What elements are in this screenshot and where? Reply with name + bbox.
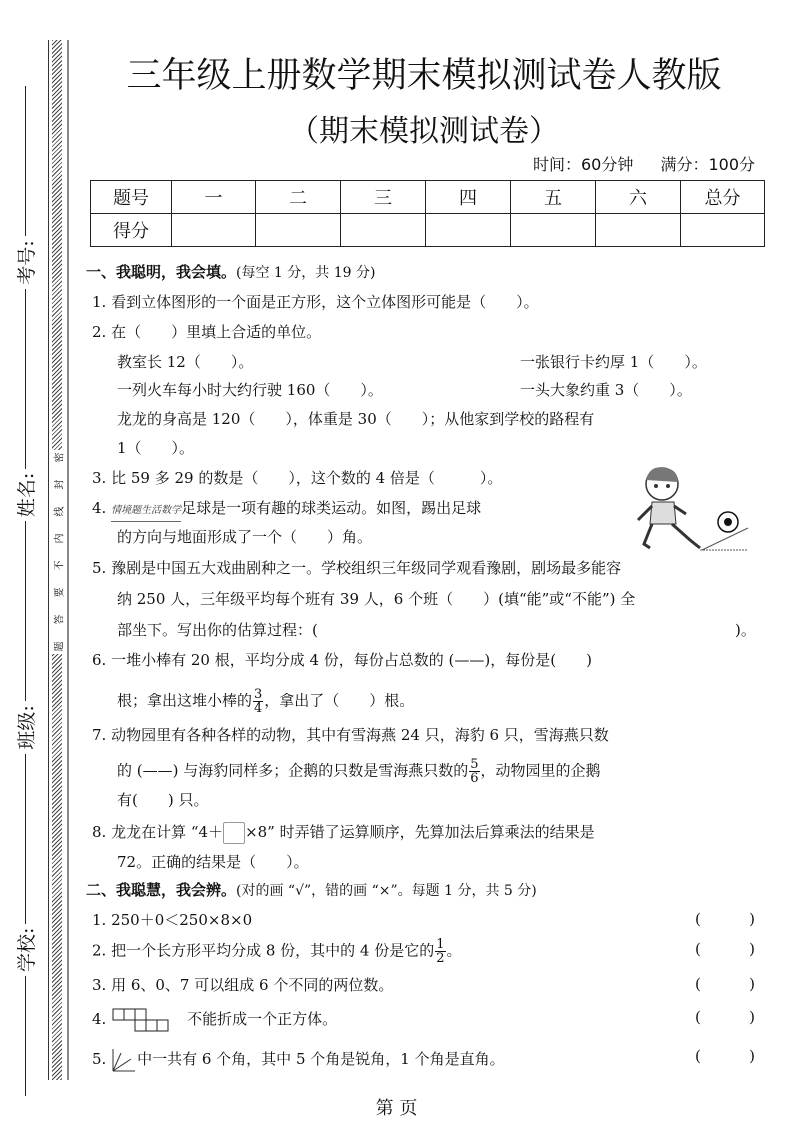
paren-open: ( <box>695 910 701 928</box>
class-label: 班级: <box>15 705 38 750</box>
numerator: 1 <box>436 937 445 952</box>
name-field[interactable] <box>24 289 26 469</box>
judge-item-1: 1. 250＋0＜250×8×0 <box>92 911 253 929</box>
question-2-item: 一头大象约重 3（ ）。 <box>520 381 692 399</box>
score-cell[interactable] <box>172 214 256 247</box>
judge-item-4 <box>92 1008 337 1032</box>
score-cell[interactable] <box>681 214 765 247</box>
answer-paren[interactable] <box>695 975 755 993</box>
cube-net-figure <box>111 1008 187 1032</box>
question-text: ×8” 时弄错了运算顺序，先算加法后算乘法的结果是 <box>245 823 595 841</box>
question-7-cont: 有( ) 只。 <box>117 791 209 809</box>
table-header-cell: 二 <box>256 181 341 214</box>
seal-text <box>52 450 64 654</box>
question-8 <box>92 822 595 844</box>
fraction <box>469 758 479 785</box>
seal-char: 密 <box>54 452 66 463</box>
seal-char: 不 <box>54 560 66 571</box>
question-tag-badge: 情境题生活数学 <box>111 501 181 522</box>
number-label: 考号: <box>15 240 38 285</box>
school-field[interactable] <box>24 754 26 924</box>
question-5-end: )。 <box>735 621 756 639</box>
score-cell[interactable] <box>426 214 511 247</box>
seal-char: 封 <box>54 479 66 490</box>
table-row <box>91 181 765 214</box>
paren-open: ( <box>695 940 701 958</box>
seal-char: 内 <box>54 533 66 544</box>
judge-item-2 <box>92 938 462 965</box>
denominator: 4 <box>254 701 263 716</box>
paren-close: ) <box>749 910 755 928</box>
fraction <box>253 688 263 715</box>
score-label-cell: 得分 <box>91 214 172 247</box>
section-note: (每空 1 分，共 19 分) <box>236 265 376 281</box>
table-header-cell: 六 <box>596 181 681 214</box>
answer-paren[interactable] <box>695 910 755 928</box>
question-text: 中一共有 6 个角，其中 5 个角是锐角，1 个角是直角。 <box>137 1050 505 1068</box>
score-cell[interactable] <box>256 214 341 247</box>
binding-line <box>67 40 69 1080</box>
soccer-player-illustration <box>630 462 750 557</box>
table-header-cell: 五 <box>511 181 596 214</box>
section-note: (对的画 “√”，错的画 “×”。每题 1 分，共 5 分) <box>236 883 537 899</box>
table-header-cell: 四 <box>426 181 511 214</box>
question-text: 2. 把一个长方形平均分成 8 份，其中的 4 份是它的 <box>92 941 435 960</box>
score-table <box>90 180 765 247</box>
exam-full-score: 满分：100分 <box>660 155 755 174</box>
blank-box[interactable] <box>223 822 245 844</box>
denominator: 6 <box>470 771 479 786</box>
question-4-cont: 的方向与地面形成了一个（ ）角。 <box>117 528 373 546</box>
question-text: 8. 龙龙在计算 “4＋ <box>92 823 224 841</box>
answer-paren[interactable] <box>695 1008 755 1026</box>
question-7: 7. 动物园里有各种各样的动物，其中有雪海燕 24 只，海豹 6 只，雪海燕只数 <box>92 726 609 744</box>
seal-char: 答 <box>54 614 66 625</box>
table-header-cell: 一 <box>172 181 256 214</box>
paren-open: ( <box>695 1008 701 1026</box>
section-title: 一、我聪明，我会填。 <box>86 263 237 281</box>
denominator: 2 <box>436 951 445 966</box>
seal-char: 线 <box>54 506 66 517</box>
question-4 <box>92 498 481 522</box>
question-text: 的 (——) 与海豹同样多；企鹅的只数是雪海燕只数的 <box>117 761 469 780</box>
table-row <box>91 214 765 247</box>
question-number: 4. <box>92 499 107 517</box>
fraction <box>435 938 445 965</box>
seal-char: 要 <box>54 587 66 598</box>
question-text: 。 <box>446 941 462 960</box>
score-cell[interactable] <box>596 214 681 247</box>
numerator: 5 <box>470 757 479 772</box>
paren-close: ) <box>749 940 755 958</box>
paren-open: ( <box>695 1047 701 1065</box>
question-number: 4. <box>92 1010 107 1028</box>
question-3: 3. 比 59 多 29 的数是（ ），这个数的 4 倍是（ ）。 <box>92 469 503 487</box>
angle-figure <box>111 1047 137 1073</box>
binding-line <box>48 40 49 1080</box>
student-info-fields <box>10 40 40 1100</box>
numerator: 3 <box>254 687 263 702</box>
question-2: 2. 在（ ）里填上合适的单位。 <box>92 323 322 341</box>
paren-open: ( <box>695 975 701 993</box>
number-field[interactable] <box>24 86 26 236</box>
name-label: 姓名: <box>15 472 38 518</box>
page-subtitle: （期末模拟测试卷） <box>289 114 559 149</box>
judge-item-3: 3. 用 6、0、7 可以组成 6 个不同的两位数。 <box>92 976 394 994</box>
question-6: 6. 一堆小棒有 20 根，平均分成 4 份，每份占总数的 (——)，每份是( ) <box>92 651 592 669</box>
question-text: ，动物园里的企鹅 <box>480 761 601 780</box>
section-title: 二、我聪慧，我会辨。 <box>86 881 237 899</box>
exam-info <box>533 152 755 175</box>
score-cell[interactable] <box>511 214 596 247</box>
answer-paren[interactable] <box>695 1047 755 1065</box>
question-text: 足球是一项有趣的球类运动。如图，踢出足球 <box>181 499 482 517</box>
question-6-cont <box>117 688 414 715</box>
paren-close: ) <box>749 1047 755 1065</box>
paren-close: ) <box>749 975 755 993</box>
question-text: 不能折成一个正方体。 <box>187 1010 338 1028</box>
question-text: 根；拿出这堆小棒的 <box>117 691 253 710</box>
question-5: 5. 豫剧是中国五大戏曲剧种之一。学校组织三年级同学观看豫剧，剧场最多能容 <box>92 559 622 577</box>
question-number: 5. <box>92 1050 107 1068</box>
question-2-item: 教室长 12（ ）。 <box>117 353 254 371</box>
seal-char: 题 <box>54 641 66 652</box>
table-header-cell: 总分 <box>681 181 765 214</box>
question-5-cont: 部坐下。写出你的估算过程：( <box>117 621 318 639</box>
question-2-item: 一张银行卡约厚 1（ ）。 <box>520 353 707 371</box>
answer-paren[interactable] <box>695 940 755 958</box>
question-1: 1. 看到立体图形的一个面是正方形，这个立体图形可能是（ ）。 <box>92 293 539 311</box>
section1-heading <box>86 262 375 283</box>
question-8-cont: 72。正确的结果是（ ）。 <box>117 853 309 871</box>
score-cell[interactable] <box>341 214 426 247</box>
question-5-cont: 纳 250 人，三年级平均每个班有 39 人，6 个班（ ）(填“能”或“不能”) 全 <box>117 590 636 608</box>
school-blank[interactable] <box>24 976 26 1096</box>
class-field[interactable] <box>24 521 26 701</box>
page-footer: 第 页 <box>375 1098 418 1119</box>
paren-close: ) <box>749 1008 755 1026</box>
judge-item-5 <box>92 1047 505 1073</box>
question-text: ，拿出了（ ）根。 <box>264 691 415 710</box>
table-header-cell: 题号 <box>91 181 172 214</box>
question-2-item: 龙龙的身高是 120（ ），体重是 30（ ）；从他家到学校的路程有 <box>117 410 595 428</box>
question-2-item: 一列火车每小时大约行驶 160（ ）。 <box>117 381 383 399</box>
question-7-cont <box>117 758 601 785</box>
school-label: 学校: <box>15 927 38 972</box>
table-header-cell: 三 <box>341 181 426 214</box>
section2-heading <box>86 880 537 901</box>
exam-time: 时间：60分钟 <box>532 155 634 174</box>
question-2-item: 1（ ）。 <box>117 439 195 457</box>
page-title: 三年级上册数学期末模拟测试卷人教版 <box>126 56 722 96</box>
